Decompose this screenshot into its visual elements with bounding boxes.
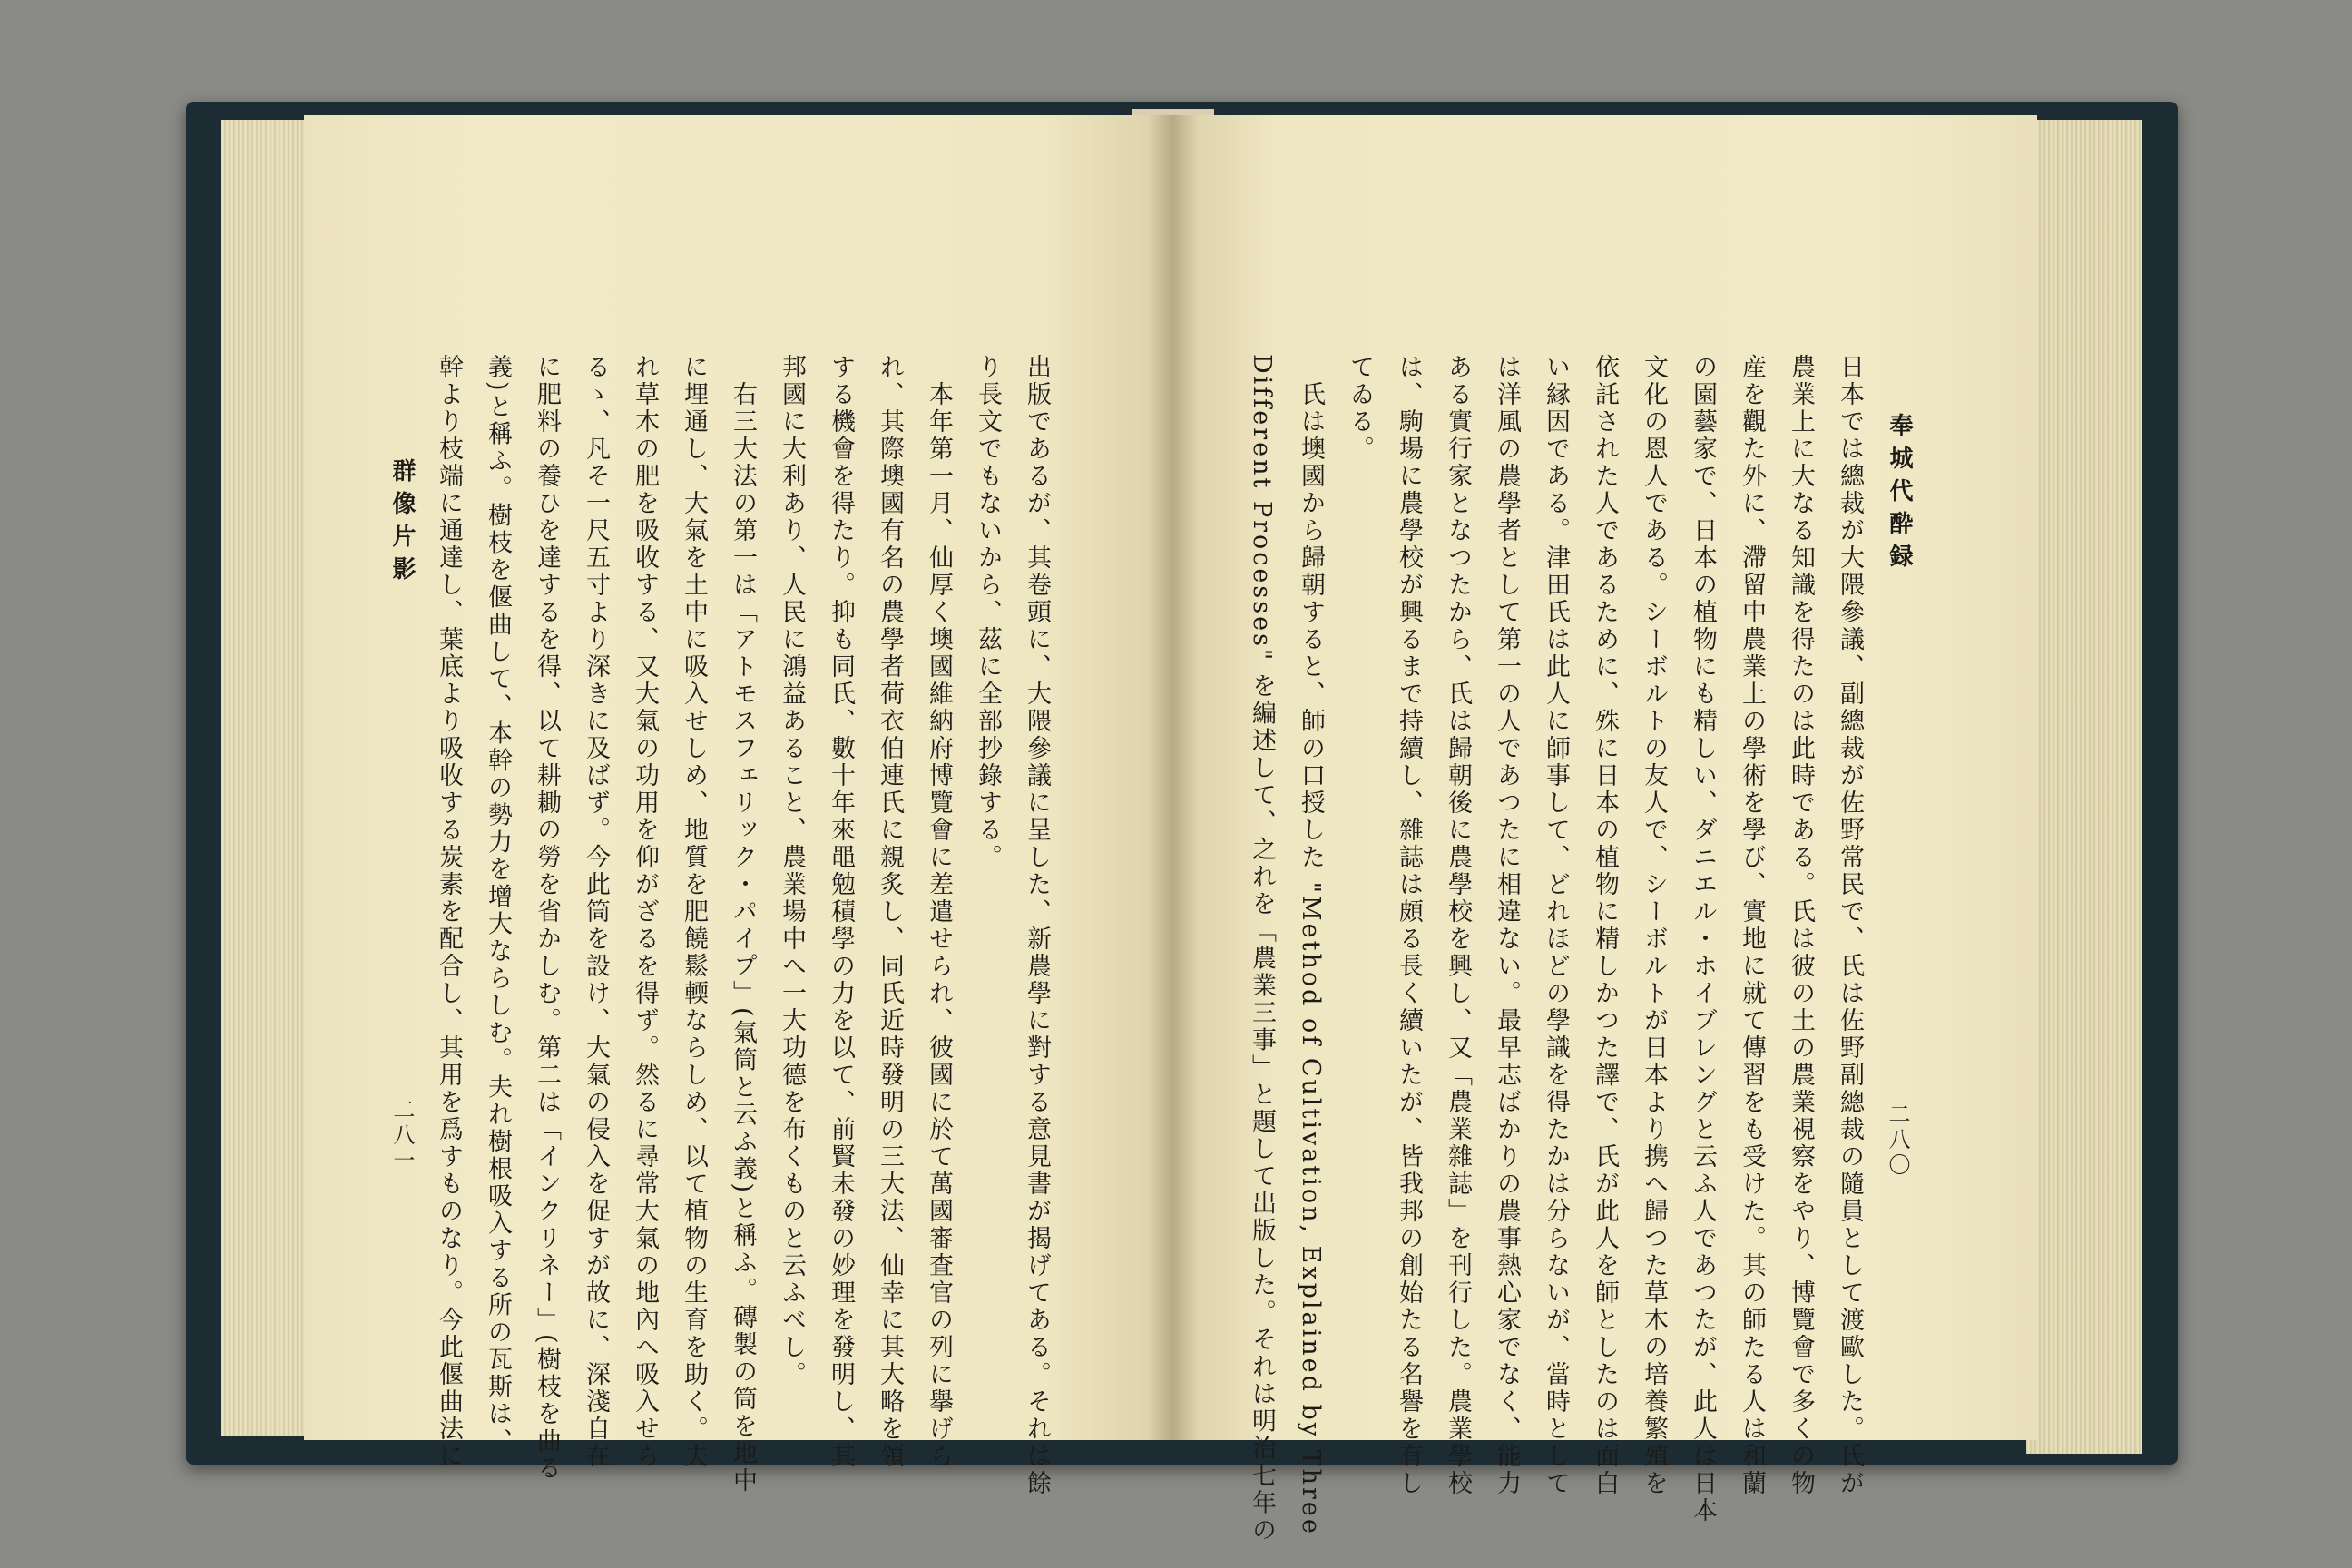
body-line: 本年第一月、仙厚く墺國維納府博覽會に差遣せられ、彼國に於て萬國審査官の列に擧げら bbox=[925, 381, 953, 1470]
page-number-left: 二八一 bbox=[389, 1098, 415, 1174]
body-line: 産を觀た外に、滯留中農業上の學術を學び、實地に就て傳習をも受けた。其の師たる人は和蘭 bbox=[1738, 354, 1766, 1497]
body-line: 依託された人であるために、殊に日本の植物に精しかつた譯で、氏が此人を師としたのは面白 bbox=[1591, 354, 1619, 1497]
page-edges-right bbox=[2026, 120, 2142, 1454]
body-line: 邦國に大利あり、人民に鴻益あること、農業場中へ一大功德を布くものと云ふべし。 bbox=[778, 354, 806, 1388]
running-head-left: 群像片影 bbox=[388, 458, 416, 589]
body-line: Different Processes" を編述して、之れを「農業三事」と題して出版した。それは明治七年の bbox=[1248, 354, 1276, 1544]
body-line: るゝ、凡そ一尺五寸より深きに及ばず。今此筒を設け、大氣の侵入を促すが故に、深淺自在 bbox=[582, 354, 610, 1470]
body-line: 出版であるが、其卷頭に、大隈參議に呈した、新農學に對する意見書が揭げてある。それは餘 bbox=[1023, 354, 1051, 1497]
body-line: 幹より枝端に通達し、葉底より吸收する炭素を配合し、其用を爲すものなり。今此偃曲法に bbox=[435, 354, 463, 1470]
body-line: は、駒場に農學校が興るまで持續し、雜誌は頗る長く續いたが、皆我邦の創始たる名譽を有し bbox=[1395, 354, 1423, 1497]
body-line: 氏は墺國から歸朝すると、師の口授した "Method of Cultivation, Explained by Three bbox=[1297, 381, 1325, 1536]
body-line: れ、其際墺國有名の農學者荷衣伯連氏に親炙し、同氏近時發明の三大法、仙幸に其大略を領 bbox=[876, 354, 904, 1470]
body-line: の園藝家で、日本の植物にも精しい、ダニエル・ホイブレングと云ふ人であつたが、此人は日本 bbox=[1689, 354, 1717, 1524]
body-line: い縁因である。津田氏は此人に師事して、どれほどの學識を得たかは分らないが、當時として bbox=[1542, 354, 1570, 1497]
body-line: は洋風の農學者として第一の人であつたに相違ない。最早志ばかりの農事熱心家でなく、能力 bbox=[1493, 354, 1521, 1497]
body-line: 義)と稱ふ。樹枝を偃曲して、本幹の勢力を增大ならしむ。夫れ樹根吸入する所の瓦斯は、 bbox=[484, 354, 512, 1455]
body-line: 文化の恩人である。シーボルトの友人で、シーボルトが日本より携へ歸つた草木の培養繁殖を bbox=[1640, 354, 1668, 1497]
page-number-right: 二八〇 bbox=[1885, 1102, 1910, 1179]
body-line: に肥料の養ひを達するを得、以て耕耡の勞を省かしむ。第二は「インクリネー」(樹枝を曲る bbox=[533, 354, 561, 1483]
body-line: てゐる。 bbox=[1346, 354, 1374, 463]
running-head-right: 奉城代酔録 bbox=[1886, 413, 1913, 576]
body-line: 農業上に大なる知識を得たのは此時である。氏は彼の土の農業視察をやり、博覽會で多くの物 bbox=[1787, 354, 1815, 1497]
page-edges-left bbox=[220, 120, 316, 1436]
body-line: に埋通し、大氣を土中に吸入せしめ、地質を肥饒鬆輭ならしめ、以て植物の生育を助く。夫 bbox=[680, 354, 708, 1470]
body-line: 日本では總裁が大隈參議、副總裁が佐野常民で、氏は佐野副總裁の隨員として渡歐した。氏が bbox=[1836, 354, 1864, 1497]
body-line: 右三大法の第一は「アトモスフェリック・パイプ」(氣筒と云ふ義)と稱ふ。磚製の筒を地中 bbox=[729, 381, 757, 1495]
book-gutter bbox=[1148, 115, 1198, 1440]
body-line: する機會を得たり。抑も同氏、數十年來黽勉積學の力を以て、前賢未發の妙理を發明し、其 bbox=[827, 354, 855, 1470]
body-line: れ草木の肥を吸收する、又大氣の功用を仰がざるを得ず。然るに尋常大氣の地內へ吸入せら bbox=[631, 354, 659, 1470]
body-line: ある實行家となつたから、氏は歸朝後に農學校を興し、又「農業雜誌」を刊行した。農業學校 bbox=[1444, 354, 1472, 1497]
body-line: り長文でもないから、茲に全部抄錄する。 bbox=[974, 354, 1002, 871]
